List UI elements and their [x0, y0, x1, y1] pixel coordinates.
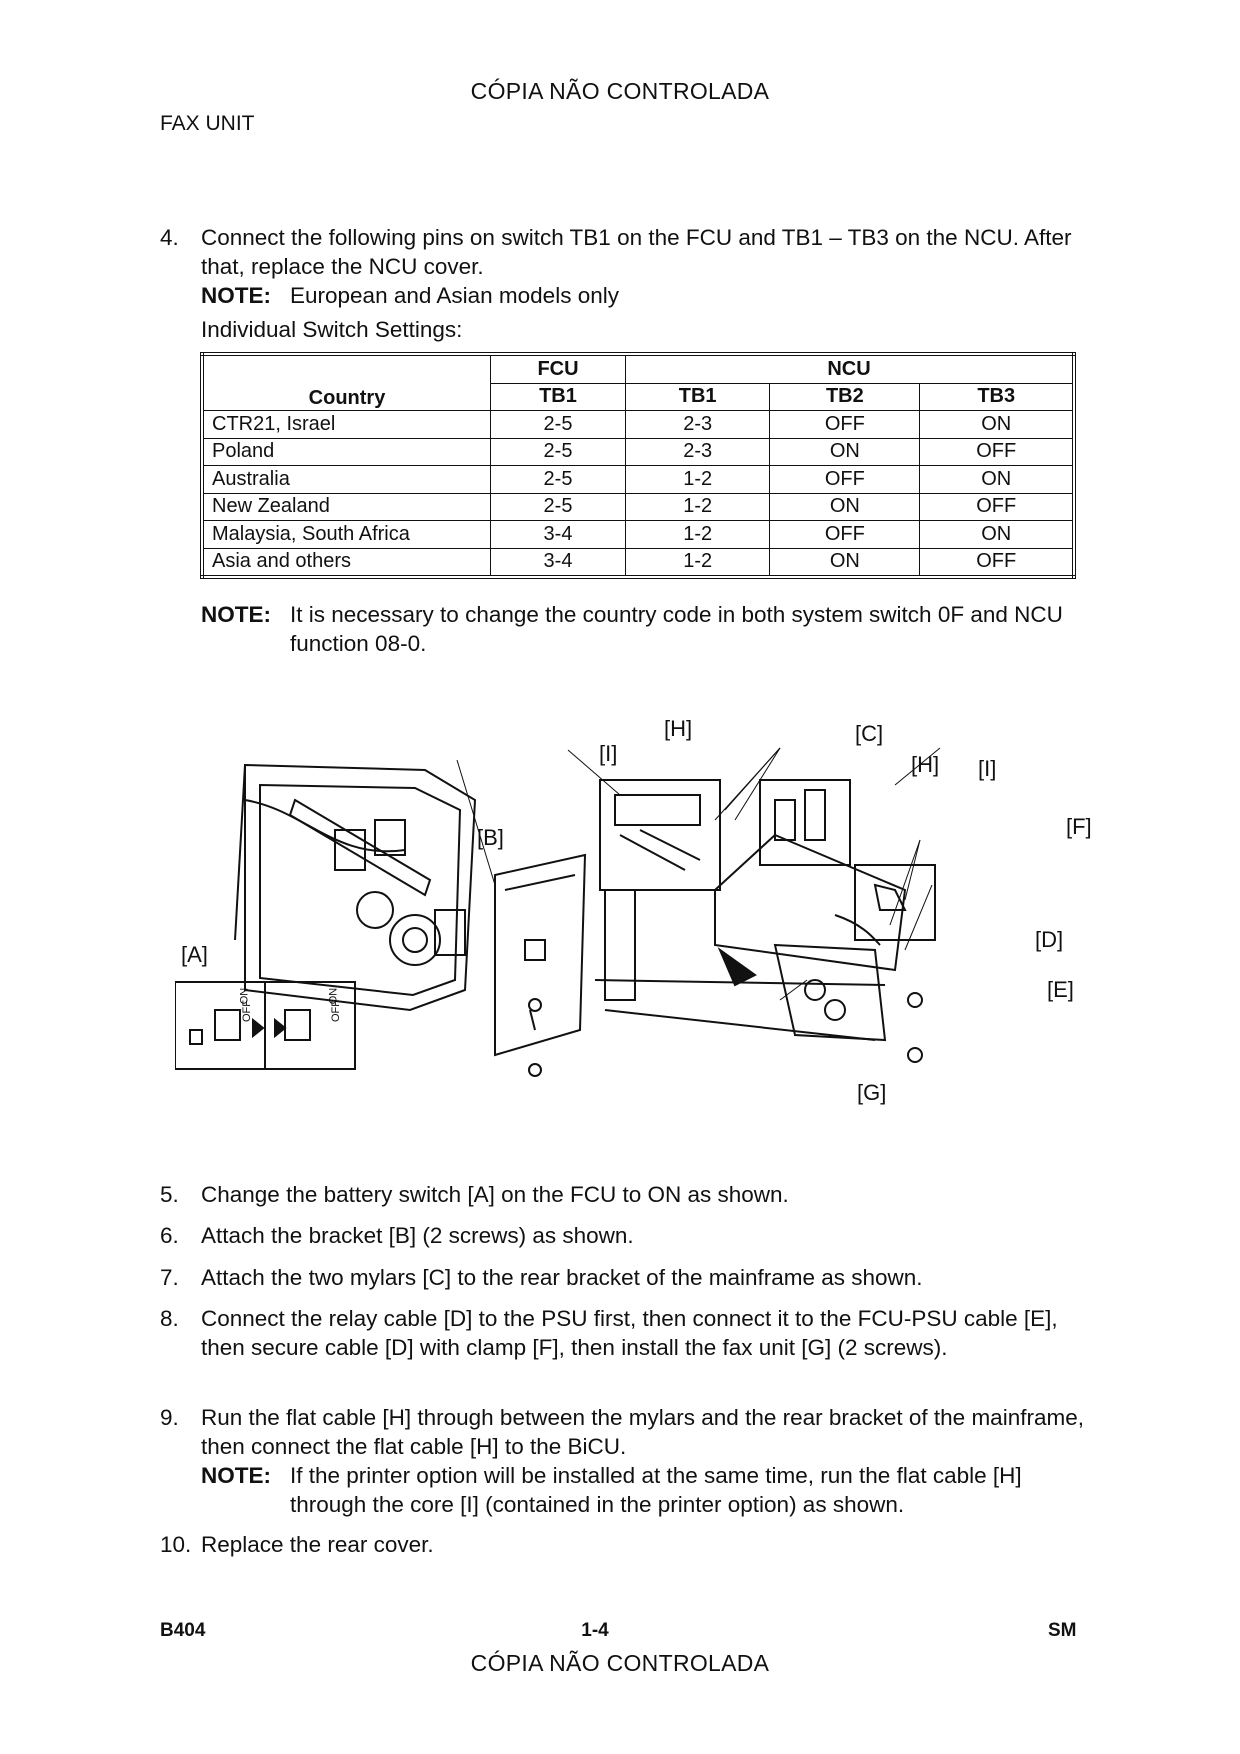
step-number: 9. [160, 1405, 179, 1430]
note-label: NOTE: [201, 1463, 271, 1488]
switch-label-off: OFF [241, 1000, 253, 1022]
table-caption: Individual Switch Settings: [201, 317, 463, 342]
header-ncu-tb3: TB3 [920, 383, 1074, 411]
table-row [202, 493, 1074, 521]
step-text: Run the flat cable [H] through between the mylars and the rear bracket of the mainframe, then connect the flat cable [H] to the BiCU. [201, 1405, 1084, 1459]
step-text: Attach the two mylars [C] to the rear bracket of the mainframe as shown. [201, 1265, 923, 1290]
switch-settings-table [200, 352, 1076, 579]
cell-ncu-tb1: 2-3 [626, 438, 770, 466]
note-text: It is necessary to change the country code in both system switch 0F and NCU function 08-0. [290, 602, 1063, 656]
step-7 [160, 1263, 1090, 1292]
fax-unit-installation-figure [175, 710, 1115, 1110]
uncontrolled-copy-banner-footer: CÓPIA NÃO CONTROLADA [470, 1650, 770, 1676]
cell-fcu-tb1: 2-5 [491, 411, 626, 439]
fcu-board-illustration [235, 765, 475, 1010]
switch-label-off-2: OFF [330, 1000, 342, 1022]
step-10 [160, 1530, 1090, 1559]
note-text: If the printer option will be installed at the same time, run the flat cable [H] through the core [I] (contained in the printer option) as shown. [290, 1463, 1022, 1517]
switch-label-on-2: ON [327, 987, 340, 1005]
table-row [202, 466, 1074, 494]
cell-tb2: OFF [770, 411, 920, 439]
step-8 [160, 1304, 1090, 1362]
table-row [202, 521, 1074, 549]
table-row [202, 548, 1074, 577]
cell-tb3: OFF [920, 493, 1074, 521]
step-text: Change the battery switch [A] on the FCU to ON as shown. [201, 1182, 789, 1207]
cell-country: CTR21, Israel [202, 411, 491, 439]
cell-country: Malaysia, South Africa [202, 521, 491, 549]
cell-tb3: OFF [920, 548, 1074, 577]
cell-ncu-tb1: 1-2 [626, 548, 770, 577]
header-fcu-tb1: TB1 [491, 383, 626, 411]
step-5 [160, 1180, 1090, 1209]
cell-ncu-tb1: 1-2 [626, 466, 770, 494]
step-6 [160, 1221, 1090, 1250]
bracket-b-illustration [495, 855, 585, 1076]
cell-tb2: OFF [770, 466, 920, 494]
cell-tb2: ON [770, 548, 920, 577]
cell-tb3: OFF [920, 438, 1074, 466]
step-text: Replace the rear cover. [201, 1532, 434, 1557]
step-number: 4. [160, 225, 179, 250]
callout-e: [E] [1047, 977, 1074, 1002]
cell-ncu-tb1: 1-2 [626, 493, 770, 521]
cell-tb2: OFF [770, 521, 920, 549]
callout-i-2: [I] [978, 756, 997, 781]
table-row [202, 438, 1074, 466]
step-text: Connect the relay cable [D] to the PSU first, then connect it to the FCU-PSU cable [E], then secure cable [D] with clamp [F], then install the fax unit [G] (2 screws). [201, 1306, 1058, 1360]
cell-country: Poland [202, 438, 491, 466]
cell-tb2: ON [770, 493, 920, 521]
footer-page-number: 1-4 [581, 1620, 609, 1641]
callout-c: [C] [855, 721, 884, 746]
callout-h: [H] [664, 716, 693, 741]
note-label: NOTE: [201, 602, 271, 627]
cell-country: Australia [202, 466, 491, 494]
step-number: 8. [160, 1306, 179, 1331]
table-row [202, 411, 1074, 439]
uncontrolled-copy-banner: CÓPIA NÃO CONTROLADA [470, 78, 770, 104]
step-number: 7. [160, 1265, 179, 1290]
cell-tb3: ON [920, 411, 1074, 439]
cell-fcu-tb1: 2-5 [491, 466, 626, 494]
note-country-code [201, 600, 1081, 658]
switch-label-on: ON [238, 987, 251, 1005]
callout-g: [G] [857, 1080, 887, 1105]
cell-tb2: ON [770, 438, 920, 466]
note-printer-option [201, 1461, 1081, 1519]
cell-tb3: ON [920, 466, 1074, 494]
step-text: Connect the following pins on switch TB1 on the FCU and TB1 – TB3 on the NCU. After that, replace the NCU cover. [201, 225, 1072, 279]
step-number: 5. [160, 1182, 179, 1207]
callout-i: [I] [599, 741, 618, 766]
header-ncu-tb1: TB1 [626, 383, 770, 411]
cell-tb3: ON [920, 521, 1074, 549]
note-label: NOTE: [201, 283, 271, 308]
cell-ncu-tb1: 1-2 [626, 521, 770, 549]
callout-f: [F] [1066, 814, 1092, 839]
cell-ncu-tb1: 2-3 [626, 411, 770, 439]
cell-fcu-tb1: 3-4 [491, 521, 626, 549]
callout-a: [A] [181, 942, 208, 967]
table-header-row [202, 354, 1074, 383]
step-number: 10. [160, 1532, 192, 1557]
footer-model: B404 [160, 1620, 206, 1641]
header-country: Country [202, 354, 491, 411]
header-fcu: FCU [491, 354, 626, 383]
step-number: 6. [160, 1223, 179, 1248]
note-text: European and Asian models only [290, 283, 619, 308]
note-european-asian [201, 281, 1081, 310]
step-text: Attach the bracket [B] (2 screws) as shown. [201, 1223, 634, 1248]
cell-fcu-tb1: 3-4 [491, 548, 626, 577]
callout-h-2: [H] [911, 752, 940, 777]
section-title: FAX UNIT [160, 112, 255, 135]
footer-manual: SM [1048, 1620, 1077, 1641]
mainframe-illustration [595, 780, 935, 1062]
header-ncu-tb2: TB2 [770, 383, 920, 411]
cell-fcu-tb1: 2-5 [491, 438, 626, 466]
cell-country: New Zealand [202, 493, 491, 521]
callout-d: [D] [1035, 927, 1064, 952]
cell-fcu-tb1: 2-5 [491, 493, 626, 521]
step-4 [160, 223, 1090, 281]
header-ncu: NCU [626, 354, 1075, 383]
callout-b: [B] [477, 825, 504, 850]
cell-country: Asia and others [202, 548, 491, 577]
step-9 [160, 1403, 1090, 1461]
